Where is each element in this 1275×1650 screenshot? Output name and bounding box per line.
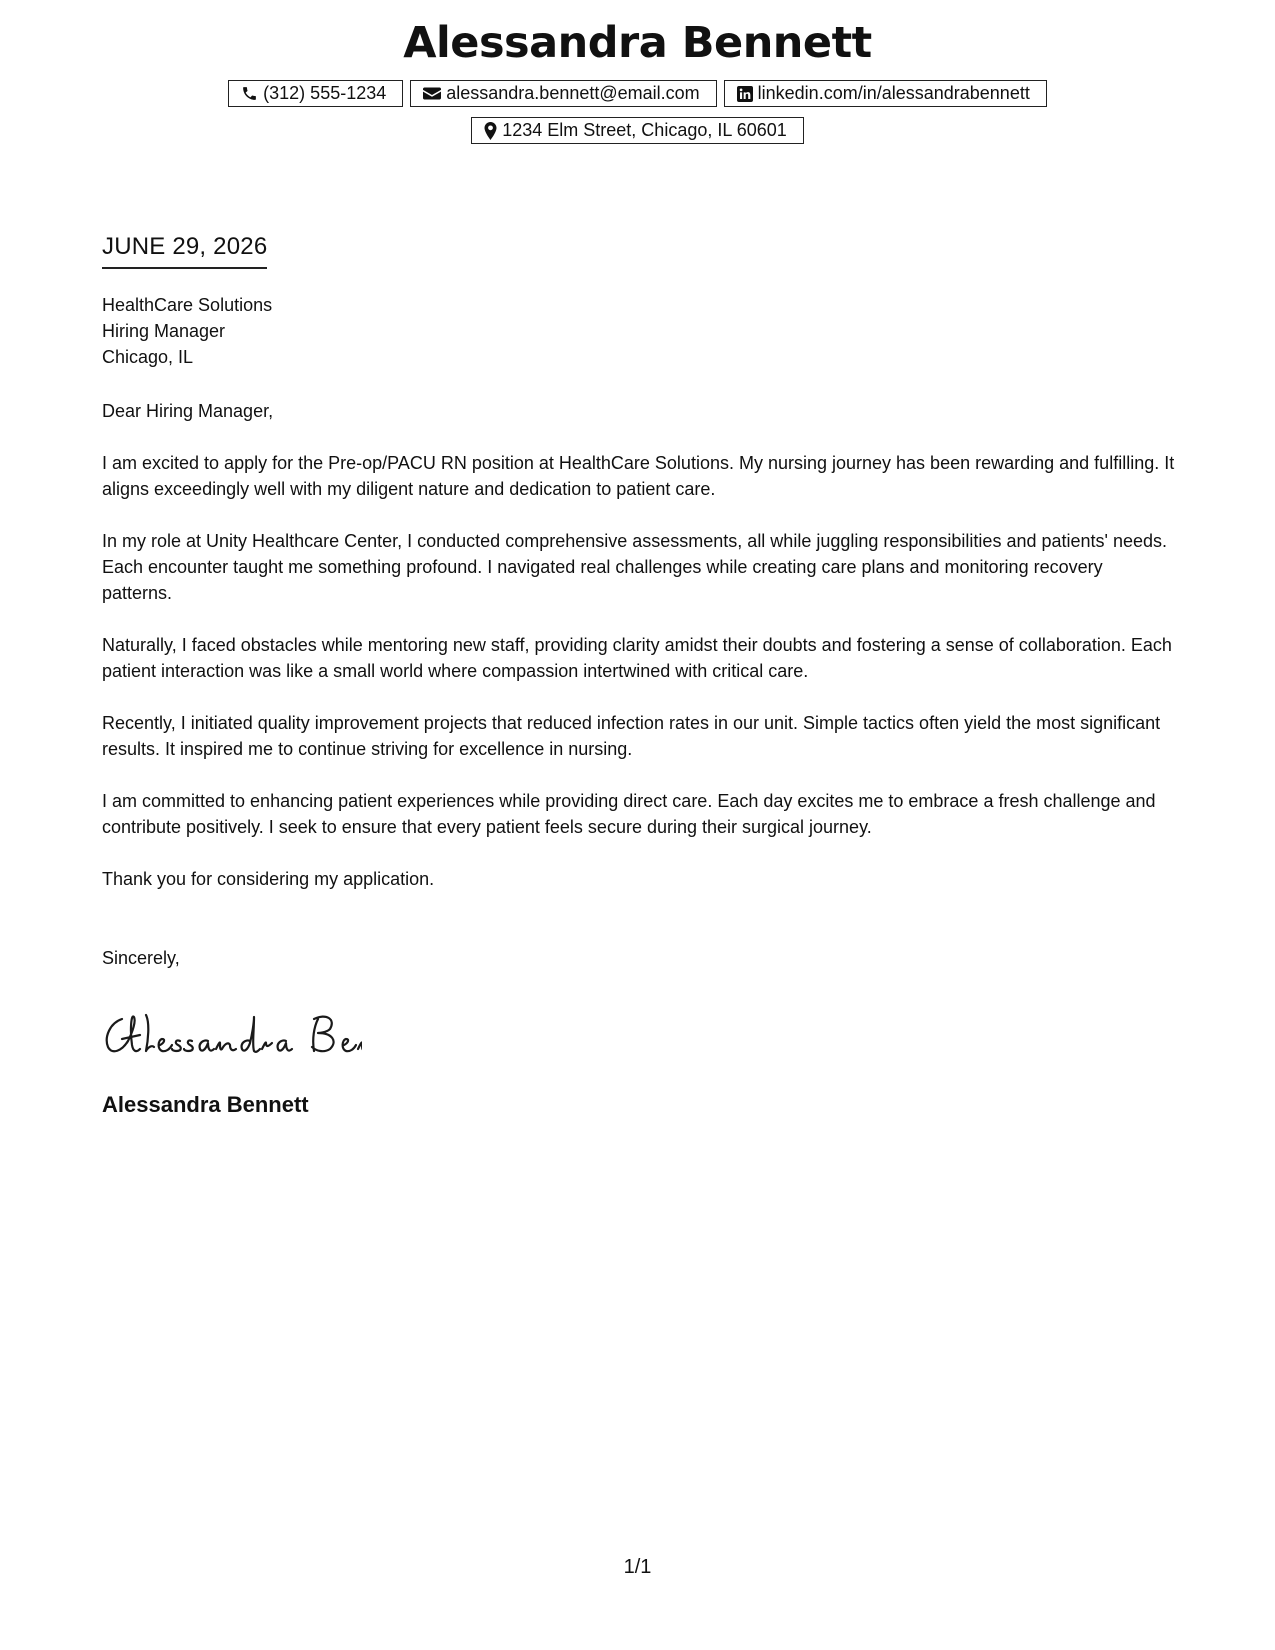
closing-line: Sincerely,	[102, 948, 180, 968]
phone-chip[interactable]	[228, 80, 403, 107]
recipient-title: Hiring Manager	[102, 321, 226, 341]
phone-text: (312) 555-1234	[263, 83, 387, 103]
linkedin-chip[interactable]	[724, 80, 1047, 107]
address-row	[0, 117, 1275, 144]
recipient-company: HealthCare Solutions	[102, 295, 273, 315]
linkedin-text: linkedin.com/in/alessandrabennett	[757, 83, 1030, 103]
body-paragraph: Naturally, I faced obstacles while mentoring new staff, providing clarity amidst their doubts and fostering a sense of collaboration. Each patient interaction was like a small world where compassion intertwined with critical care.	[102, 635, 1172, 681]
map-pin-icon	[484, 122, 497, 140]
page-number: 1/1	[623, 1556, 652, 1578]
thanks-line: Thank you for considering my application.	[102, 869, 435, 889]
signer-name: Alessandra Bennett	[102, 1092, 309, 1117]
salutation: Dear Hiring Manager,	[102, 401, 274, 421]
body-paragraph: I am committed to enhancing patient experiences while providing direct care. Each day excites me to embrace a fresh challenge and contribute positively. I seek to ensure that every patient feels secure during their surgical journey.	[102, 791, 1156, 837]
body-paragraph: In my role at Unity Healthcare Center, I conducted comprehensive assessments, all while juggling responsibilities and patients' needs. Each encounter taught me something profound. I navigated real challenges while creating care plans and monitoring recovery patterns.	[102, 531, 1167, 603]
body-paragraph: I am excited to apply for the Pre-op/PACU RN position at HealthCare Solutions. My nursing journey has been rewarding and fulfilling. It aligns exceedingly well with my diligent nature and dedication to patient care.	[102, 453, 1175, 499]
applicant-name-heading: Alessandra Bennett	[403, 18, 872, 68]
recipient-block	[102, 292, 272, 370]
contact-row	[0, 80, 1275, 107]
linkedin-icon	[737, 86, 753, 102]
letter-body	[102, 398, 1177, 918]
letter-date: JUNE 29, 2026	[102, 233, 267, 269]
address-chip[interactable]	[471, 117, 804, 144]
recipient-location: Chicago, IL	[102, 347, 194, 367]
body-paragraph: Recently, I initiated quality improvement projects that reduced infection rates in our unit. Simple tactics often yield the most significant results. It inspired me to continue striving for excellence in nursing.	[102, 713, 1161, 759]
email-chip[interactable]	[410, 80, 716, 107]
envelope-icon	[423, 86, 441, 101]
phone-icon	[241, 85, 258, 102]
address-text: 1234 Elm Street, Chicago, IL 60601	[502, 120, 787, 140]
handwritten-signature	[100, 1005, 362, 1061]
email-text: alessandra.bennett@email.com	[446, 83, 700, 103]
